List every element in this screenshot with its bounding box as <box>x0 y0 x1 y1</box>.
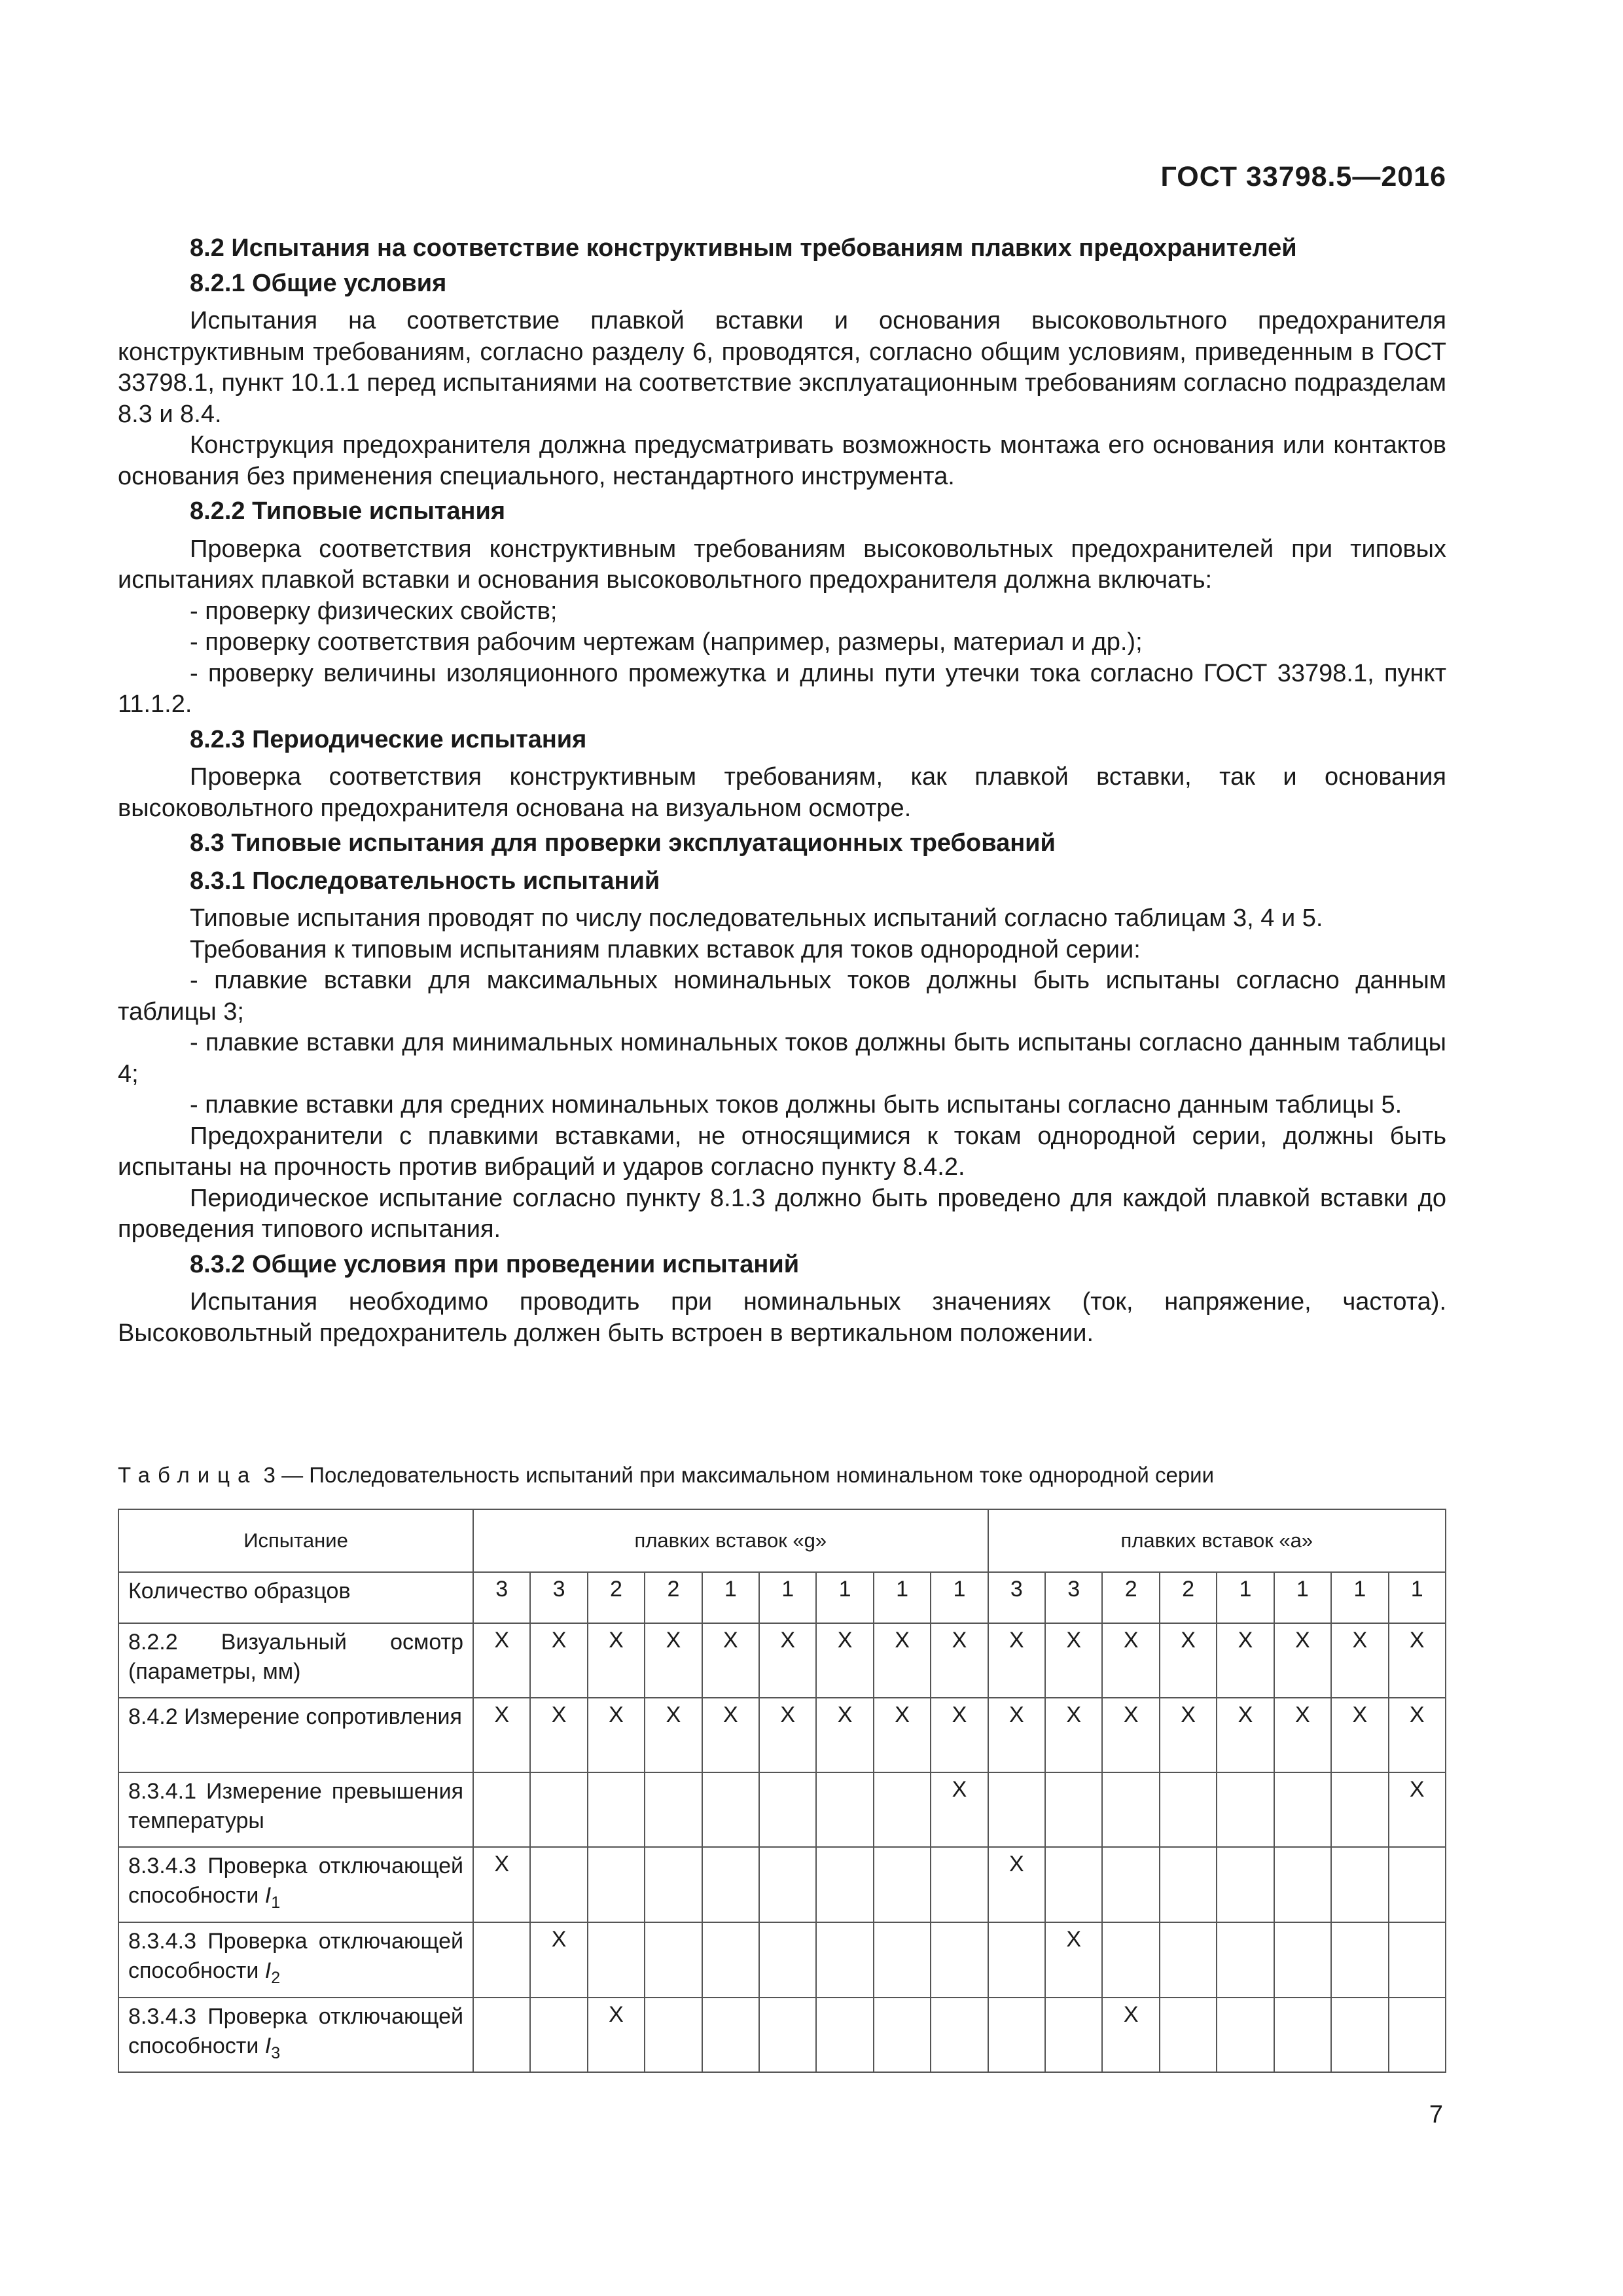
table-row <box>118 1847 1446 1922</box>
table-cell: X <box>874 1623 931 1698</box>
table-cell: 1 <box>816 1572 873 1623</box>
row-label-text: 8.4.2 Измерение сопротивления <box>128 1704 462 1729</box>
table-cell <box>874 1998 931 2073</box>
table-cell <box>988 1772 1045 1847</box>
table-cell: X <box>1045 1698 1102 1772</box>
test-sequence-table <box>118 1509 1446 2073</box>
table-cell <box>759 1998 816 2073</box>
table-cell <box>1160 1847 1217 1922</box>
table-cell <box>816 1998 873 2073</box>
table-cell <box>588 1772 645 1847</box>
table-cell: X <box>759 1698 816 1772</box>
table-cell <box>588 1922 645 1998</box>
table-cell <box>1274 1998 1331 2073</box>
table-row-label <box>118 1623 473 1698</box>
table-cell <box>759 1772 816 1847</box>
section-heading: 8.2 Испытания на соответствие конструктивным требованиям плавких предохранителей <box>190 234 1297 262</box>
table-cell <box>1331 1998 1388 2073</box>
table-cell: X <box>530 1698 587 1772</box>
table-row-label <box>118 1572 473 1623</box>
table-cell <box>931 1847 988 1922</box>
table-cell: 1 <box>1274 1572 1331 1623</box>
row-label-text: 8.2.2 Визуальный осмотр (параметры, мм) <box>128 1630 463 1684</box>
table-cell: X <box>473 1623 530 1698</box>
table-cell: X <box>645 1698 702 1772</box>
table-cell <box>1045 1998 1102 2073</box>
table-row-label <box>118 1698 473 1772</box>
table-cell <box>645 1772 702 1847</box>
table-cell <box>473 1772 530 1847</box>
table-cell: X <box>1274 1698 1331 1772</box>
table-cell <box>1274 1772 1331 1847</box>
section-heading: 8.2.2 Типовые испытания <box>190 497 505 525</box>
table-cell: X <box>645 1623 702 1698</box>
table-cell <box>874 1772 931 1847</box>
paragraph: Периодическое испытание согласно пункту 8.1.3 должно быть проведено для каждой плавкой вставки до проведения типового испытания. <box>118 1184 1446 1243</box>
section-heading: 8.3.2 Общие условия при проведении испытаний <box>190 1250 800 1278</box>
paragraph: Типовые испытания проводят по числу последовательных испытаний согласно таблицам 3, 4 и 5. <box>190 905 1323 932</box>
list-item: - плавкие вставки для минимальных номинальных токов должны быть испытаны согласно данным таблицы 4; <box>118 1029 1446 1088</box>
table-cell: 3 <box>988 1572 1045 1623</box>
table-row-label <box>118 1998 473 2073</box>
table-cell: X <box>473 1847 530 1922</box>
current-symbol: I <box>264 1883 272 1908</box>
table-cell <box>1389 1998 1446 2073</box>
table-cell <box>530 1998 587 2073</box>
table-row <box>118 1772 1446 1847</box>
table-cell <box>1331 1772 1388 1847</box>
table-cell: X <box>988 1698 1045 1772</box>
table-cell: 2 <box>645 1572 702 1623</box>
table-cell: X <box>1160 1698 1217 1772</box>
table-cell: X <box>702 1623 759 1698</box>
table-cell <box>1160 1922 1217 1998</box>
table-cell <box>1217 1922 1274 1998</box>
table-cell: X <box>931 1772 988 1847</box>
table-cell <box>645 1998 702 2073</box>
section-heading: 8.3.1 Последовательность испытаний <box>190 867 660 895</box>
document-number: ГОСТ 33798.5—2016 <box>1160 161 1446 192</box>
current-subscript: 3 <box>271 2043 281 2062</box>
document-body <box>118 229 1446 1349</box>
table-cell <box>1217 1998 1274 2073</box>
table-cell <box>874 1922 931 1998</box>
list-item: - плавкие вставки для средних номинальных токов должны быть испытаны согласно данным таблицы 5. <box>190 1091 1402 1119</box>
current-symbol: I <box>264 1958 272 1983</box>
table-cell <box>702 1998 759 2073</box>
table-cell <box>1217 1847 1274 1922</box>
table-cell: 2 <box>588 1572 645 1623</box>
table-cell: 1 <box>702 1572 759 1623</box>
current-symbol: I <box>264 2033 272 2058</box>
row-label-text: 8.3.4.3 Проверка отключающей способности <box>128 2003 463 2058</box>
table-cell: X <box>1389 1772 1446 1847</box>
table-cell: X <box>702 1698 759 1772</box>
table-cell <box>1217 1772 1274 1847</box>
table-cell <box>816 1922 873 1998</box>
table-cell: 3 <box>473 1572 530 1623</box>
table-cell: X <box>473 1698 530 1772</box>
table-cell: X <box>1217 1623 1274 1698</box>
table-cell <box>1102 1847 1159 1922</box>
table-cell: X <box>1274 1623 1331 1698</box>
table-cell: X <box>988 1847 1045 1922</box>
table-cell: X <box>530 1922 587 1998</box>
table-cell: 1 <box>931 1572 988 1623</box>
table-cell <box>1102 1922 1159 1998</box>
table-cell: X <box>588 1623 645 1698</box>
table-cell: X <box>931 1623 988 1698</box>
table-cell: X <box>588 1698 645 1772</box>
table-cell <box>1389 1922 1446 1998</box>
table-cell: X <box>1102 1698 1159 1772</box>
table-cell <box>702 1772 759 1847</box>
table-cell <box>816 1772 873 1847</box>
table-cell: X <box>988 1623 1045 1698</box>
table-cell: X <box>874 1698 931 1772</box>
table-cell <box>702 1922 759 1998</box>
row-label-text: 8.3.4.3 Проверка отключающей способности <box>128 1928 463 1983</box>
list-item: - проверку соответствия рабочим чертежам (например, размеры, материал и др.); <box>190 628 1143 656</box>
table-caption-text: 3 — Последовательность испытаний при максимальном номинальном токе однородной серии <box>257 1463 1215 1487</box>
table-cell: 2 <box>1102 1572 1159 1623</box>
table-cell <box>1045 1772 1102 1847</box>
table-cell: 1 <box>874 1572 931 1623</box>
table-caption-word: Таблица <box>118 1463 258 1487</box>
table-row-label <box>118 1847 473 1922</box>
table-row <box>118 1998 1446 2073</box>
list-item: - проверку величины изоляционного промежутка и длины пути утечки тока согласно ГОСТ 33798.1, пункт 11.1.2. <box>118 659 1446 718</box>
table-row-label <box>118 1772 473 1847</box>
table-cell <box>988 1998 1045 2073</box>
section-heading: 8.2.3 Периодические испытания <box>190 725 587 753</box>
table-cell <box>1274 1922 1331 1998</box>
table-cell <box>473 1922 530 1998</box>
table-cell <box>874 1847 931 1922</box>
table-cell: X <box>1217 1698 1274 1772</box>
table-cell <box>1389 1847 1446 1922</box>
table-cell <box>530 1772 587 1847</box>
table-cell <box>931 1922 988 1998</box>
table-cell <box>1045 1847 1102 1922</box>
table-cell: 3 <box>530 1572 587 1623</box>
paragraph: Испытания необходимо проводить при номинальных значениях (ток, напряжение, частота). Высоковольтный предохранитель должен быть встроен в вертикальном положении. <box>118 1288 1446 1347</box>
table-row <box>118 1572 1446 1623</box>
paragraph: Конструкция предохранителя должна предусматривать возможность монтажа его основания или контактов основания без применения специального, нестандартного инструмента. <box>118 431 1446 490</box>
table-cell: 2 <box>1160 1572 1217 1623</box>
table-cell: 1 <box>759 1572 816 1623</box>
table-cell: X <box>1389 1698 1446 1772</box>
table-cell <box>1331 1922 1388 1998</box>
table-cell <box>988 1922 1045 1998</box>
table-cell <box>645 1922 702 1998</box>
paragraph: Испытания на соответствие плавкой вставки и основания высоковольтного предохранителя конструктивным требованиям, согласно разделу 6, проводятся, согласно общим условиям, приведенным в ГОСТ 33798.1, пункт 10.1.1 перед испытаниями на соответствие эксплуатационным требованиям согласно подразделам 8.3 и 8.4. <box>118 307 1446 428</box>
table-cell <box>1160 1998 1217 2073</box>
table-cell: X <box>816 1623 873 1698</box>
table-header-group-a: плавких вставок «a» <box>988 1509 1446 1572</box>
page-number: 7 <box>1429 2101 1443 2128</box>
table-cell: 1 <box>1217 1572 1274 1623</box>
current-subscript: 2 <box>271 1968 281 1987</box>
table-cell <box>473 1998 530 2073</box>
paragraph: Проверка соответствия конструктивным требованиям, как плавкой вставки, так и основания высоковольтного предохранителя основана на визуальном осмотре. <box>118 763 1446 822</box>
table-cell: 1 <box>1331 1572 1388 1623</box>
table-cell <box>588 1847 645 1922</box>
table-cell: X <box>1389 1623 1446 1698</box>
section-heading: 8.3 Типовые испытания для проверки эксплуатационных требований <box>190 829 1056 857</box>
table-cell <box>1102 1772 1159 1847</box>
table-cell: 3 <box>1045 1572 1102 1623</box>
table-cell: X <box>588 1998 645 2073</box>
table-header-group-g: плавких вставок «g» <box>473 1509 988 1572</box>
section-heading: 8.2.1 Общие условия <box>190 269 447 297</box>
table-cell: X <box>1045 1623 1102 1698</box>
paragraph: Проверка соответствия конструктивным требованиям высоковольтных предохранителей при типовых испытаниях плавкой вставки и основания высоковольтного предохранителя должна включать: <box>118 535 1446 594</box>
table-row <box>118 1698 1446 1772</box>
row-label-text: 8.3.4.3 Проверка отключающей способности <box>128 1854 463 1908</box>
row-label-text: Количество образцов <box>128 1579 351 1604</box>
table-cell <box>931 1998 988 2073</box>
table-cell <box>702 1847 759 1922</box>
table-cell: X <box>1102 1623 1159 1698</box>
table-cell: X <box>816 1698 873 1772</box>
table-caption <box>118 1463 1214 1488</box>
table-cell: X <box>1331 1698 1388 1772</box>
list-item: - проверку физических свойств; <box>190 597 558 625</box>
row-label-text: 8.3.4.1 Измерение превышения температуры <box>128 1779 463 1833</box>
table-cell: 1 <box>1389 1572 1446 1623</box>
table-cell <box>759 1847 816 1922</box>
paragraph: Требования к типовым испытаниям плавких вставок для токов однородной серии: <box>190 935 1141 963</box>
table-row <box>118 1623 1446 1698</box>
table-cell <box>1274 1847 1331 1922</box>
table-cell <box>816 1847 873 1922</box>
current-subscript: 1 <box>271 1893 281 1912</box>
table-cell <box>759 1922 816 1998</box>
table-header-test: Испытание <box>118 1509 473 1572</box>
table-cell: X <box>530 1623 587 1698</box>
table-cell <box>645 1847 702 1922</box>
table-cell <box>1331 1847 1388 1922</box>
table-cell: X <box>1331 1623 1388 1698</box>
table-cell: X <box>1045 1922 1102 1998</box>
table-header-row <box>118 1509 1446 1572</box>
list-item: - плавкие вставки для максимальных номинальных токов должны быть испытаны согласно данным таблицы 3; <box>118 967 1446 1026</box>
table-cell <box>530 1847 587 1922</box>
table-cell: X <box>1102 1998 1159 2073</box>
table-cell: X <box>759 1623 816 1698</box>
table-cell: X <box>1160 1623 1217 1698</box>
table-row <box>118 1922 1446 1998</box>
table-row-label <box>118 1922 473 1998</box>
table-cell: X <box>931 1698 988 1772</box>
paragraph: Предохранители с плавкими вставками, не относящимися к токам однородной серии, должны быть испытаны на прочность против вибраций и ударов согласно пункту 8.4.2. <box>118 1122 1446 1181</box>
table-cell <box>1160 1772 1217 1847</box>
